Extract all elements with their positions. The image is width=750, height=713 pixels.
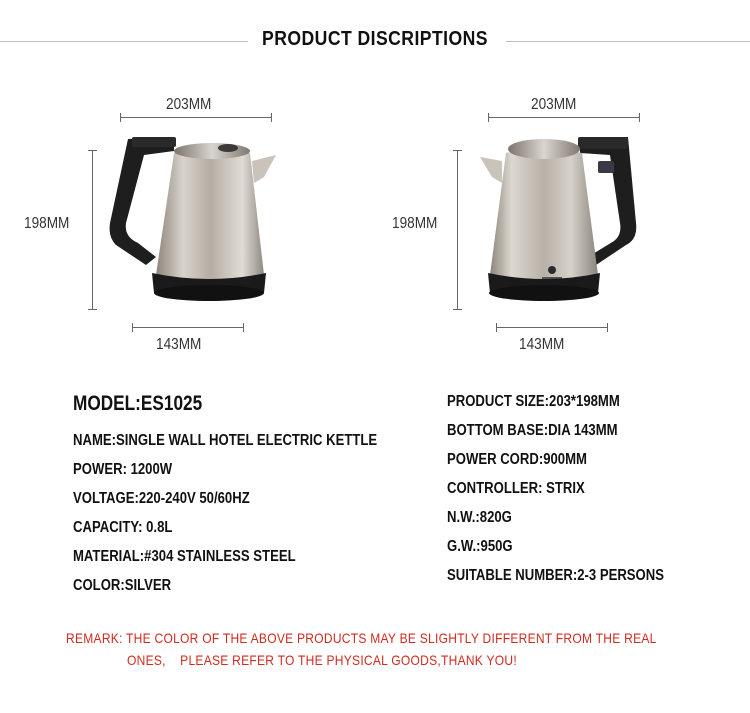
remark-line-1: REMARK: THE COLOR OF THE ABOVE PRODUCTS MAY BE SLIGHTLY DIFFERENT FROM THE REAL <box>66 630 657 646</box>
width-line-left <box>120 117 272 118</box>
model-number: MODEL:ES1025 <box>73 392 203 415</box>
base-label-left: 143MM <box>156 336 202 353</box>
kettle-left-image <box>104 125 284 315</box>
spec-net-weight: N.W.:820G <box>447 509 512 526</box>
remark-line-2: ONES, PLEASE REFER TO THE PHYSICAL GOODS,THANK YOU! <box>127 652 517 668</box>
spec-material: MATERIAL:#304 STAINLESS STEEL <box>73 548 296 565</box>
spec-capacity: CAPACITY: 0.8L <box>73 519 173 536</box>
width-line-right <box>488 117 640 118</box>
height-label-right: 198MM <box>392 215 438 232</box>
base-line-left <box>132 327 244 328</box>
kettle-right-image <box>470 125 650 315</box>
spec-name: NAME:SINGLE WALL HOTEL ELECTRIC KETTLE <box>73 432 378 449</box>
spec-voltage: VOLTAGE:220-240V 50/60HZ <box>73 490 250 507</box>
spec-bottom-base: BOTTOM BASE:DIA 143MM <box>447 422 618 439</box>
height-line-right <box>457 150 458 310</box>
spec-controller: CONTROLLER: STRIX <box>447 480 585 497</box>
base-label-right: 143MM <box>519 336 565 353</box>
page-title: PRODUCT DISCRIPTIONS <box>262 28 488 50</box>
base-line-right <box>496 327 608 328</box>
height-label-left: 198MM <box>24 215 70 232</box>
spec-product-size: PRODUCT SIZE:203*198MM <box>447 393 620 410</box>
spec-power: POWER: 1200W <box>73 461 173 478</box>
width-label-right: 203MM <box>531 96 577 113</box>
spec-gross-weight: G.W.:950G <box>447 538 513 555</box>
width-label-left: 203MM <box>166 96 212 113</box>
spec-color: COLOR:SILVER <box>73 577 172 594</box>
spec-power-cord: POWER CORD:900MM <box>447 451 587 468</box>
spec-suitable-number: SUITABLE NUMBER:2-3 PERSONS <box>447 567 664 584</box>
height-line-left <box>92 150 93 310</box>
